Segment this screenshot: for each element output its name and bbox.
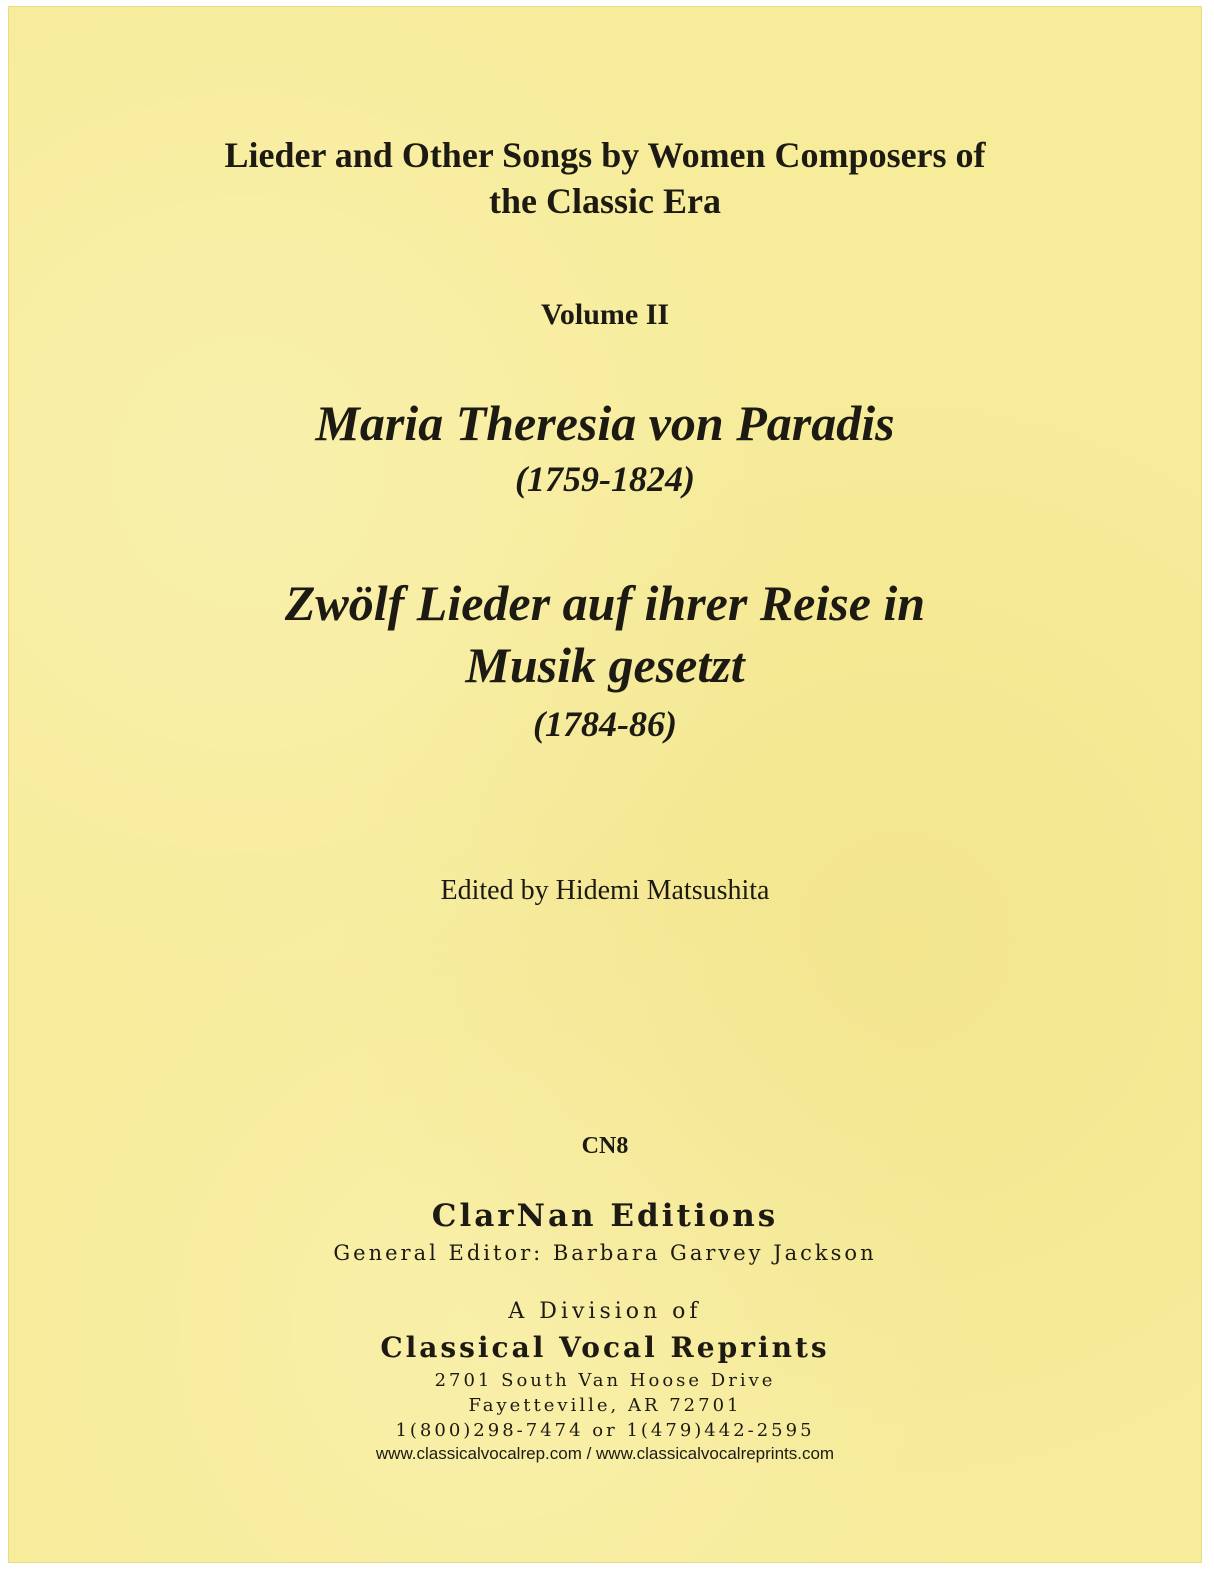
volume-label: Volume II	[540, 298, 670, 331]
catalog-number: CN8	[581, 1133, 629, 1159]
series-title-line-2: the Classic Era	[489, 181, 721, 221]
title-page	[8, 6, 1202, 1563]
composer-dates: (1759-1824)	[515, 459, 695, 499]
editor-credit: Edited by Hidemi Matsushita	[440, 875, 770, 906]
series-title-line-1: Lieder and Other Songs by Women Composers of	[224, 135, 986, 175]
division-label: A Division of	[508, 1299, 702, 1324]
work-title	[8, 572, 1202, 696]
series-title	[8, 132, 1202, 224]
publisher-city: Fayetteville, AR 72701	[468, 1395, 742, 1416]
general-editor: General Editor: Barbara Garvey Jackson	[333, 1241, 877, 1265]
publisher-address: 2701 South Van Hoose Drive	[434, 1370, 776, 1391]
work-title-line-1: Zwölf Lieder auf ihrer Reise in	[284, 575, 926, 631]
composer-name: Maria Theresia von Paradis	[315, 395, 895, 451]
work-title-line-2: Musik gesetzt	[465, 637, 745, 693]
publisher-websites: www.classicalvocalrep.com / www.classicalvocalreprints.com	[375, 1444, 835, 1463]
parent-publisher-name: Classical Vocal Reprints	[380, 1331, 830, 1364]
publisher-name: ClarNan Editions	[431, 1198, 779, 1234]
work-dates: (1784-86)	[533, 704, 677, 744]
publisher-phone: 1(800)298-7474 or 1(479)442-2595	[395, 1420, 815, 1441]
